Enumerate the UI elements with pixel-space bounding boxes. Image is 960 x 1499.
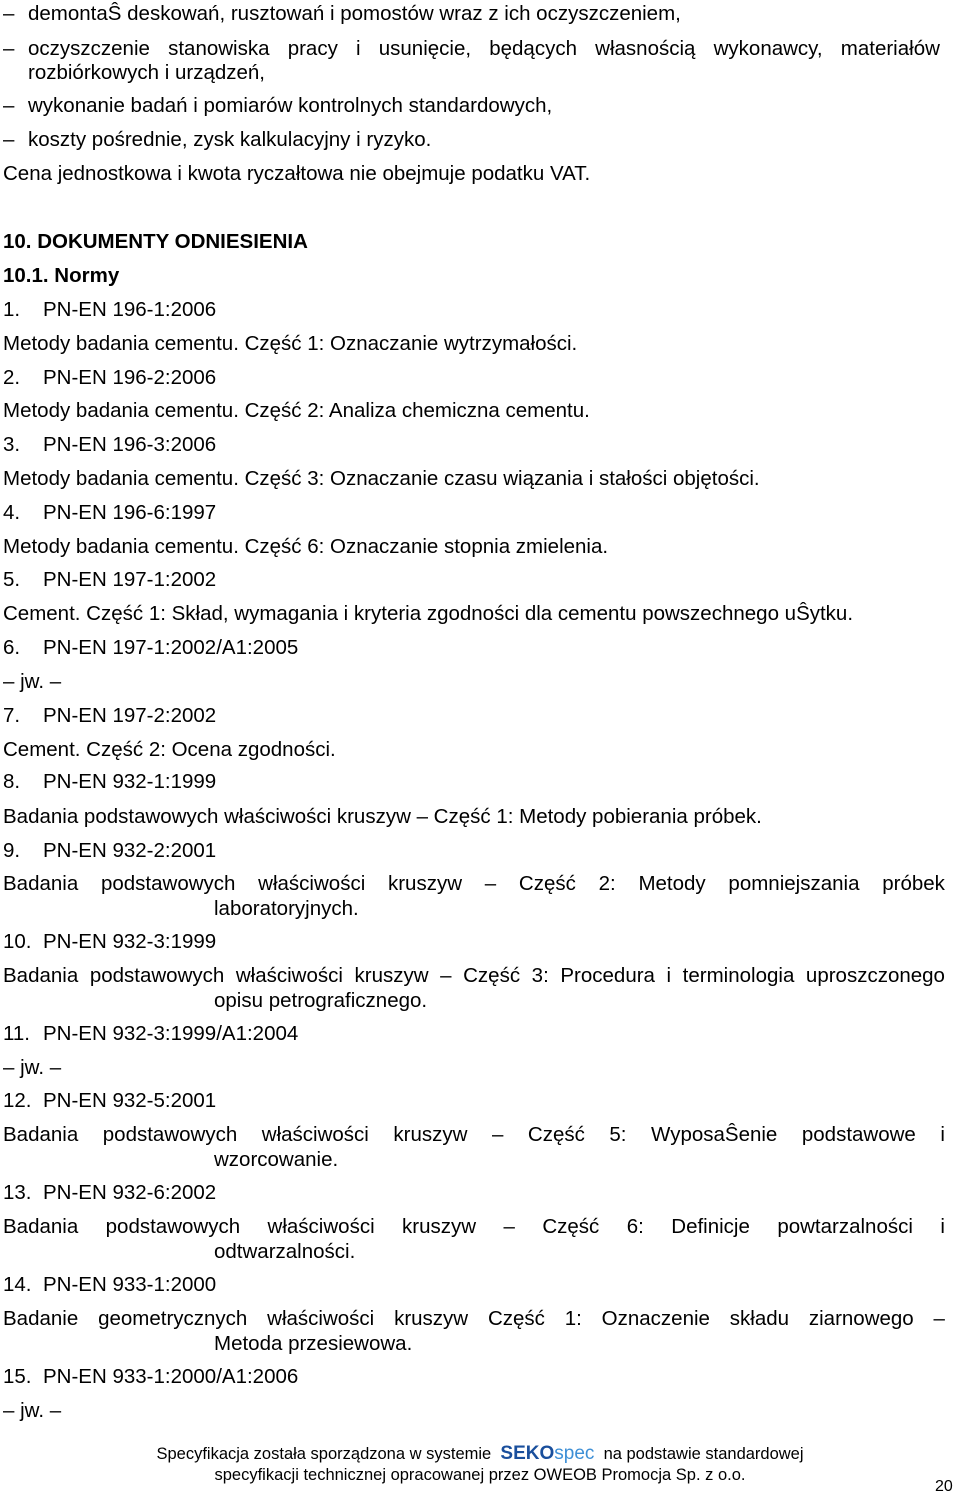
description-word: podstawowych (89, 964, 225, 987)
description-word: geometrycznych (98, 1307, 248, 1330)
standard-number: 1. (3, 298, 21, 321)
description-word: Procedura (560, 964, 655, 987)
description-word: 5: (609, 1123, 627, 1146)
footer-line-1 (0, 1444, 960, 1464)
description-word: kruszyw (354, 964, 429, 987)
standard-number: 12. (3, 1089, 32, 1112)
standard-code-line (3, 770, 216, 794)
standard-description: Badania podstawowych właściwości kruszyw – Część 1: Metody pobierania próbek. (3, 805, 762, 828)
description-word: – (491, 1123, 504, 1146)
description-word: pomniejszania (728, 872, 860, 895)
description-word: 2: (598, 872, 616, 895)
standard-code-line (3, 1089, 216, 1113)
standard-code: PN-EN 932-5:2001 (43, 1089, 217, 1112)
word: usunięcie, (378, 37, 472, 60)
standard-code: PN-EN 932-6:2002 (43, 1181, 217, 1204)
standard-code-line (3, 839, 216, 863)
description-word: WyposaŜenie (651, 1123, 778, 1146)
description-word: Część (542, 1215, 600, 1238)
standard-code-line (3, 930, 216, 954)
standard-code: PN-EN 196-3:2006 (43, 433, 217, 456)
standard-number: 2. (3, 366, 21, 389)
standard-number: 11. (3, 1022, 30, 1045)
description-word: właściwości (261, 1123, 369, 1146)
standard-code-line (3, 501, 216, 525)
description-word: Definicje (671, 1215, 750, 1238)
word: materiałów (840, 37, 940, 60)
word: będących (489, 37, 577, 60)
description-word: kruszyw (402, 1215, 477, 1238)
description-word: uproszczonego (805, 964, 945, 987)
standard-number: 13. (3, 1181, 32, 1204)
bullet-item: demontaŜ deskowań, rusztowań i pomostów wraz z ich oczyszczeniem, (28, 2, 681, 25)
word: pracy (287, 37, 338, 60)
standard-number: 15. (3, 1365, 32, 1388)
word: stanowiska (168, 37, 270, 60)
standard-description-cont: odtwarzalności. (214, 1240, 356, 1263)
description-word: właściwości (267, 1215, 375, 1238)
word: wykonawcy, (713, 37, 823, 60)
description-word: kruszyw (393, 1123, 468, 1146)
subsection-heading: 10.1. Normy (3, 264, 120, 287)
description-word: ziarnowego (808, 1307, 914, 1330)
bullet-dash: – (3, 94, 15, 117)
description-word: 6: (626, 1215, 644, 1238)
standard-description-cont: opisu petrograficznego. (214, 989, 428, 1012)
standard-code: PN-EN 932-1:1999 (43, 770, 217, 793)
standard-description (3, 1123, 945, 1147)
standard-code-line (3, 636, 298, 660)
standard-number: 9. (3, 839, 21, 862)
description-word: Badania (3, 872, 79, 895)
standard-code: PN-EN 932-3:1999/A1:2004 (43, 1022, 299, 1045)
description-word: Część (487, 1307, 545, 1330)
bullet-item: koszty pośrednie, zysk kalkulacyjny i ryzyko. (28, 128, 432, 151)
description-word: próbek (882, 872, 945, 895)
standard-description: Cement. Część 1: Skład, wymagania i kryteria zgodności dla cementu powszechnego uŜytku. (3, 602, 854, 625)
description-word: podstawowych (102, 1123, 238, 1146)
standard-code: PN-EN 197-1:2002/A1:2005 (43, 636, 299, 659)
standard-description: Metody badania cementu. Część 3: Oznaczanie czasu wiązania i stałości objętości. (3, 467, 760, 490)
standard-code-line (3, 1022, 298, 1046)
description-word: Badanie (3, 1307, 79, 1330)
standard-number: 4. (3, 501, 21, 524)
standard-code: PN-EN 197-1:2002 (43, 568, 217, 591)
description-word: Metody (638, 872, 706, 895)
standard-code-line (3, 298, 216, 322)
description-word: terminologia (682, 964, 795, 987)
standard-number: 8. (3, 770, 21, 793)
standard-number: 5. (3, 568, 21, 591)
sekospec-logo-part2: spec (554, 1443, 595, 1464)
bullet-item-justified (28, 37, 940, 61)
standard-code: PN-EN 196-6:1997 (43, 501, 217, 524)
standard-code-line (3, 366, 216, 390)
standard-number: 6. (3, 636, 21, 659)
word: własnością (595, 37, 696, 60)
description-word: Część (527, 1123, 585, 1146)
standard-code: PN-EN 196-1:2006 (43, 298, 217, 321)
standard-description (3, 1215, 945, 1239)
standard-description: Cement. Część 2: Ocena zgodności. (3, 738, 336, 761)
description-word: – (484, 872, 497, 895)
footer-text: Specyfikacja została sporządzona w systemie (156, 1445, 492, 1463)
standard-code: PN-EN 197-2:2002 (43, 704, 217, 727)
description-word: Badania (3, 1215, 79, 1238)
description-word: podstawowe (801, 1123, 916, 1146)
description-word: właściwości (258, 872, 366, 895)
standard-description-cont: Metoda przesiewowa. (214, 1332, 413, 1355)
standard-code-line (3, 568, 216, 592)
description-word: Oznaczenie (601, 1307, 710, 1330)
description-word: – (503, 1215, 515, 1238)
standard-code-line (3, 704, 216, 728)
footer-line-2: specyfikacji technicznej opracowanej przez OWEOB Promocja Sp. z o.o. (214, 1466, 746, 1484)
description-word: podstawowych (100, 872, 236, 895)
description-word: – (933, 1307, 945, 1330)
standard-description (3, 964, 945, 988)
standard-code: PN-EN 196-2:2006 (43, 366, 217, 389)
standard-code-line (3, 1365, 298, 1389)
standard-description: – jw. – (3, 670, 62, 693)
bullet-dash: – (3, 2, 15, 25)
description-word: powtarzalności (777, 1215, 913, 1238)
standard-description (3, 872, 945, 896)
description-word: Badania (3, 1123, 79, 1146)
standard-code-line (3, 1181, 216, 1205)
description-word: i (666, 964, 672, 987)
description-word: 1: (564, 1307, 582, 1330)
bullet-dash: – (3, 37, 15, 60)
standard-description (3, 1307, 945, 1331)
section-heading: 10. DOKUMENTY ODNIESIENIA (3, 230, 308, 253)
word: oczyszczenie (28, 37, 150, 60)
standard-code: PN-EN 933-1:2000/A1:2006 (43, 1365, 299, 1388)
standard-number: 14. (3, 1273, 32, 1296)
bullet-dash: – (3, 128, 15, 151)
footer-text: na podstawie standardowej (603, 1445, 804, 1463)
standard-code: PN-EN 932-2:2001 (43, 839, 217, 862)
description-word: właściwości (235, 964, 343, 987)
standard-description: Metody badania cementu. Część 6: Oznaczanie stopnia zmielenia. (3, 535, 609, 558)
standard-description: – jw. – (3, 1056, 62, 1079)
page-number: 20 (935, 1478, 953, 1495)
standard-description-cont: laboratoryjnych. (214, 897, 359, 920)
standard-code-line (3, 1273, 216, 1297)
standard-number: 10. (3, 930, 32, 953)
description-word: Część (518, 872, 576, 895)
bullet-item-cont: rozbiórkowych i urządzeń, (28, 61, 265, 84)
description-word: i (940, 1123, 945, 1146)
sekospec-logo-part1: SEKO (500, 1443, 555, 1464)
description-word: – (440, 964, 452, 987)
standard-code: PN-EN 932-3:1999 (43, 930, 217, 953)
word: i (356, 37, 361, 60)
description-word: 3: (531, 964, 549, 987)
bullet-item: wykonanie badań i pomiarów kontrolnych standardowych, (28, 94, 553, 117)
description-word: właściwości (267, 1307, 375, 1330)
standard-description: Metody badania cementu. Część 1: Oznaczanie wytrzymałości. (3, 332, 578, 355)
description-word: Badania (3, 964, 79, 987)
standard-code: PN-EN 933-1:2000 (43, 1273, 217, 1296)
description-word: i (940, 1215, 945, 1238)
standard-number: 3. (3, 433, 21, 456)
description-word: kruszyw (387, 872, 463, 895)
standard-description: – jw. – (3, 1399, 62, 1422)
standard-code-line (3, 433, 216, 457)
description-word: kruszyw (394, 1307, 469, 1330)
standard-number: 7. (3, 704, 21, 727)
description-word: składu (729, 1307, 790, 1330)
vat-note: Cena jednostkowa i kwota ryczałtowa nie obejmuje podatku VAT. (3, 162, 591, 185)
description-word: podstawowych (105, 1215, 241, 1238)
standard-description-cont: wzorcowanie. (214, 1148, 339, 1171)
description-word: Część (463, 964, 521, 987)
standard-description: Metody badania cementu. Część 2: Analiza chemiczna cementu. (3, 399, 590, 422)
